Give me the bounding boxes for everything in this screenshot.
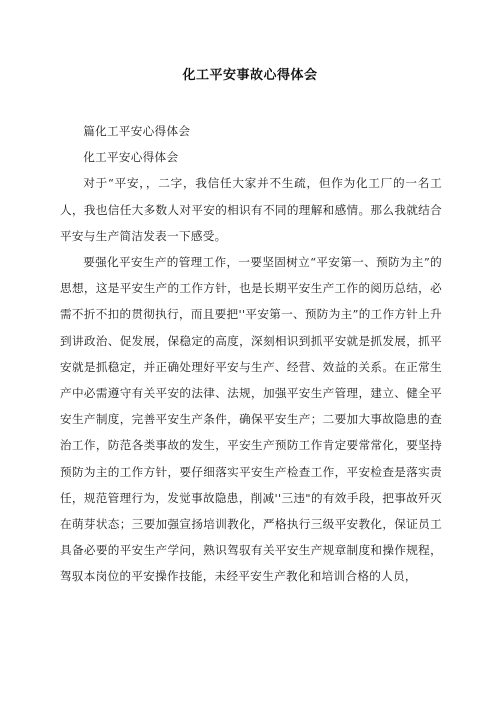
body-paragraph-intro: 对于“平安，，二字，我信任大家并不生疏，但作为化工厂的一名工人，我也信任大多数人对平安的相识有不同的理解和感情。那么我就结合平安与生产简洁发表一下感受。 <box>60 176 442 243</box>
body-paragraph-main: 要强化平安生产的管理工作，一要坚固树立“平安第一、预防为主”的思想，这是平安生产的工作方针，也是长期平安生产工作的阅历总结，必需不折不扣的贯彻执行，而且要把''平安第一、预防为主”的工作方针上升到讲政治、促发展，保稳定的高度，深刻相识到抓平安就是抓发展，抓平安就是抓稳定，并正确处理好平安与生产、经营、效益的关系。在正常生产中必需遵守有关平安的法律、法规，加强平安生产管理，建立、健全平安生产制度，完善平安生产条件，确保平安生产；二要加大事故隐患的查治工作，防范各类事故的发生，平安生产预防工作肯定要常常化，要坚持预防为主的工作方针，要仔细落实平安生产检查工作，平安检查是落实责任，规范管理行为，发觉事故隐患，削减''三违"的有效手段，把事故歼灭在萌芽状态；三要加强宣扬培训教化，严格执行三级平安教化，保证员工具备必要的平安生产学问，熟识驾驭有关平安生产规章制度和操作规程，驾驭本岗位的平安操作技能，未经平安生产教化和培训合格的人员， <box>60 255 442 584</box>
document-body <box>60 118 442 590</box>
section-heading: 篇化工平安心得体会 <box>83 124 191 138</box>
section-subheading: 化工平安心得体会 <box>83 150 179 165</box>
document-title: 化工平安事故心得体会 <box>182 68 318 83</box>
